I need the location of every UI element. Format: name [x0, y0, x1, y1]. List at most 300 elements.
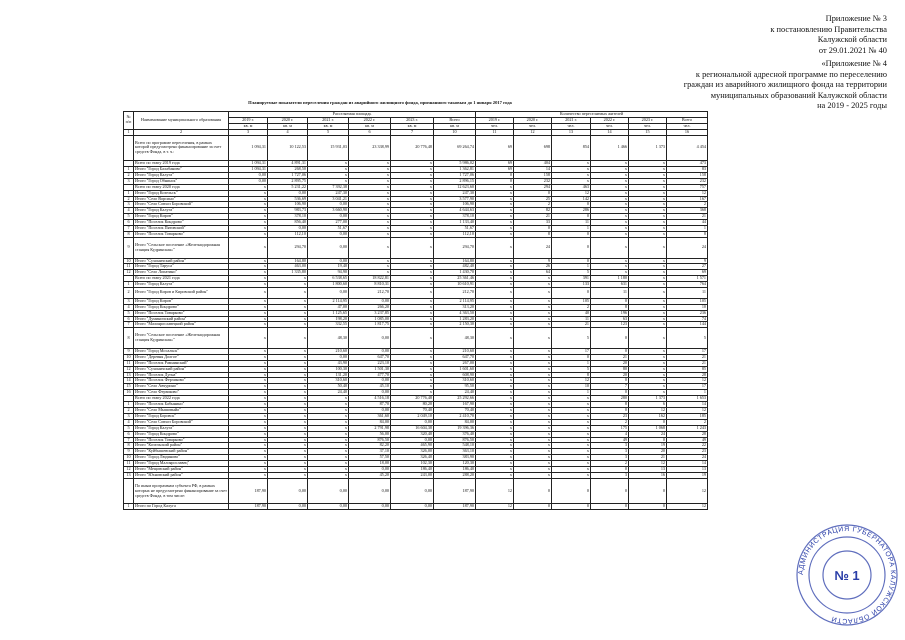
row-value: 1 — [552, 226, 591, 232]
row-value: 1 125,65 — [308, 310, 349, 316]
row-value: x — [629, 190, 667, 196]
row-value: 1 — [667, 390, 708, 396]
row-value: x — [591, 202, 629, 208]
row-value: x — [268, 328, 308, 349]
row-value: 8 — [552, 372, 591, 378]
row-value: x — [476, 425, 514, 431]
row-number: 1 — [124, 282, 134, 288]
row-value: 21 — [629, 455, 667, 461]
row-name: Всего по этапу 2021 года — [134, 276, 229, 282]
row-value: x — [229, 282, 268, 288]
row-value: x — [514, 328, 552, 349]
row-value: x — [349, 172, 391, 178]
row-value: 175 — [591, 425, 629, 431]
row-name: Всего по этапу 2019 года — [134, 161, 229, 167]
row-value: 84,00 — [434, 419, 476, 425]
row-value: 536,69 — [268, 196, 308, 202]
row-value: x — [591, 270, 629, 276]
header-unit: кв. м — [229, 123, 268, 129]
row-value: 463 — [552, 184, 591, 190]
row-value: x — [229, 378, 268, 384]
row-value: 0,00 — [349, 390, 391, 396]
row-value: x — [629, 354, 667, 360]
row-value: x — [391, 298, 434, 304]
row-value: x — [514, 461, 552, 467]
row-value: 223,10 — [349, 360, 391, 366]
header-name: Наименование муниципального образования — [134, 112, 229, 130]
table-row — [124, 328, 708, 349]
row-value: 1 571 — [667, 276, 708, 282]
row-value: x — [476, 437, 514, 443]
row-value: x — [514, 449, 552, 455]
row-value: 368 — [667, 208, 708, 214]
row-value: 2 410,70 — [434, 413, 476, 419]
row-value: 80 — [591, 366, 629, 372]
row-value: 0,00 — [349, 504, 391, 510]
row-number: 5 — [124, 214, 134, 220]
row-value: x — [268, 449, 308, 455]
row-value: x — [308, 425, 349, 431]
row-value: 12 623,60 — [434, 184, 476, 190]
row-value: x — [391, 366, 434, 372]
row-value: 28 — [667, 372, 708, 378]
row-value: 24 — [667, 455, 708, 461]
row-value: 16 604,38 — [391, 425, 434, 431]
row-value: x — [391, 214, 434, 220]
header-no: № п/п — [124, 112, 134, 130]
row-number: 4 — [124, 208, 134, 214]
row-value: x — [308, 449, 349, 455]
header-year: 2022 г. — [591, 117, 629, 123]
row-value: x — [268, 366, 308, 372]
row-value: 1 501,30 — [349, 366, 391, 372]
row-number: 8 — [124, 232, 134, 238]
row-value: x — [391, 276, 434, 282]
row-value: x — [629, 372, 667, 378]
row-name: Итого "Малоярославецкий район" — [134, 322, 229, 328]
row-value: x — [591, 184, 629, 190]
row-value: x — [552, 443, 591, 449]
row-value: 106,90 — [434, 202, 476, 208]
row-value: 69 — [476, 161, 514, 167]
row-value: x — [514, 378, 552, 384]
row-value: 0 — [629, 419, 667, 425]
row-value: x — [308, 167, 349, 173]
row-value: 1 133,40 — [434, 220, 476, 226]
header-year: 2019 г. — [229, 117, 268, 123]
row-value: 158 — [514, 172, 552, 178]
row-number: 4 — [124, 419, 134, 425]
row-value: x — [476, 232, 514, 238]
row-value: 1 — [552, 264, 591, 270]
row-value: x — [308, 443, 349, 449]
row-value: 0 — [552, 478, 591, 504]
row-value: x — [591, 258, 629, 264]
row-value: 48,30 — [434, 328, 476, 349]
row-value: 210,60 — [434, 348, 476, 354]
row-value: 51,67 — [308, 226, 349, 232]
row-value: x — [552, 172, 591, 178]
row-value: 186,40 — [391, 467, 434, 473]
row-value: 2 791,98 — [349, 425, 391, 431]
row-value: 13 — [667, 467, 708, 473]
row-value: 186,40 — [434, 467, 476, 473]
row-value: x — [229, 270, 268, 276]
row-value: x — [476, 270, 514, 276]
column-number: 3 — [229, 129, 268, 135]
row-value: 0,00 — [229, 172, 268, 178]
row-value: x — [308, 472, 349, 478]
row-value: x — [552, 455, 591, 461]
row-value: 167 — [667, 196, 708, 202]
row-value: x — [268, 304, 308, 310]
row-number: 2 — [124, 288, 134, 299]
row-value: 0 — [552, 214, 591, 220]
row-value: 0 — [552, 504, 591, 510]
row-value: 0 — [514, 190, 552, 196]
row-value: 133 — [552, 282, 591, 288]
row-name: Итого "Город Таруса" — [134, 264, 229, 270]
header-unit: чел. — [552, 123, 591, 129]
row-name: Итого "Поселок Товарково" — [134, 232, 229, 238]
row-value: 2 150,30 — [434, 322, 476, 328]
row-value: x — [391, 258, 434, 264]
row-number: 8 — [124, 443, 134, 449]
row-value: x — [514, 354, 552, 360]
row-value: 0 — [591, 378, 629, 384]
header-unit: чел. — [629, 123, 667, 129]
row-value: 477,70 — [349, 372, 391, 378]
row-value: x — [391, 304, 434, 310]
row-value: 0,00 — [268, 190, 308, 196]
row-value: 9 — [667, 258, 708, 264]
row-name: Итого "Сельское поселение «Железнодорожная станция Кудринская»" — [134, 328, 229, 349]
row-value: 102,30 — [391, 461, 434, 467]
row-number — [124, 478, 134, 504]
row-value: x — [476, 310, 514, 316]
row-value: 23 338,99 — [349, 135, 391, 161]
seal-stamp — [792, 520, 902, 630]
row-value: 24,40 — [434, 390, 476, 396]
row-value: x — [476, 322, 514, 328]
row-value: x — [514, 390, 552, 396]
row-value: x — [268, 425, 308, 431]
row-value: 5 — [552, 328, 591, 349]
header-line: к постановлению Правительства — [770, 24, 887, 34]
row-name: Итого "Сухиничский район" — [134, 258, 229, 264]
row-value: 320,40 — [391, 431, 434, 437]
row-value: 0 — [476, 172, 514, 178]
row-value: 0,00 — [391, 419, 434, 425]
row-value: 294,70 — [434, 237, 476, 258]
row-value: 854 — [552, 135, 591, 161]
row-value: 210,60 — [308, 348, 349, 354]
row-value: x — [629, 196, 667, 202]
row-number: 11 — [124, 461, 134, 467]
row-value: 465,90 — [391, 443, 434, 449]
row-value: x — [629, 310, 667, 316]
row-value: x — [476, 443, 514, 449]
row-value: x — [629, 220, 667, 226]
row-value: x — [229, 310, 268, 316]
row-value: 24,40 — [308, 390, 349, 396]
row-number: 16 — [124, 390, 134, 396]
row-value: 856,40 — [268, 220, 308, 226]
row-value: x — [229, 190, 268, 196]
column-number: 7 — [391, 129, 434, 135]
row-value: 49 — [667, 437, 708, 443]
row-value: 0,00 — [308, 258, 349, 264]
row-value: x — [308, 437, 349, 443]
row-value: 19 — [667, 472, 708, 478]
row-value: x — [229, 354, 268, 360]
row-value: x — [476, 184, 514, 190]
row-value: 326,00 — [391, 449, 434, 455]
row-name: Итого "Думиничский район" — [134, 316, 229, 322]
row-name: Итого "Поселок Товарково" — [134, 437, 229, 443]
row-value: 18,00 — [349, 461, 391, 467]
row-value: x — [229, 443, 268, 449]
row-value: 19,40 — [308, 264, 349, 270]
row-value: 608,90 — [434, 372, 476, 378]
row-value: 23 — [667, 449, 708, 455]
row-value: 5 — [667, 328, 708, 349]
row-value: 1 094,31 — [229, 161, 268, 167]
row-value: x — [591, 167, 629, 173]
row-value: x — [349, 264, 391, 270]
row-value: 14 — [667, 461, 708, 467]
row-value: 0 — [591, 390, 629, 396]
row-value: x — [514, 360, 552, 366]
row-value: 361,60 — [349, 413, 391, 419]
row-value: 0 — [514, 478, 552, 504]
row-value: x — [391, 282, 434, 288]
row-name: Итого "Город Обнинск" — [134, 178, 229, 184]
row-number: 15 — [124, 384, 134, 390]
row-value: x — [514, 431, 552, 437]
row-value: 19 396,36 — [434, 425, 476, 431]
row-value: 1 094,31 — [229, 167, 268, 173]
row-value: 378,10 — [268, 214, 308, 220]
row-value: 757 — [667, 184, 708, 190]
table-row — [124, 288, 708, 299]
row-value: x — [229, 226, 268, 232]
row-value: 4 — [591, 431, 629, 437]
row-value: x — [629, 208, 667, 214]
row-value: 158 — [667, 172, 708, 178]
row-number: 1 — [124, 167, 134, 173]
row-value: x — [629, 214, 667, 220]
row-value: x — [391, 264, 434, 270]
header-sub — [684, 59, 887, 112]
row-value: 45,10 — [349, 384, 391, 390]
row-value: 0,00 — [349, 328, 391, 349]
row-value: x — [268, 288, 308, 299]
header-line: «Приложение № 4 — [821, 59, 887, 68]
table-title: Планируемые показатели переселения граждан из аварийного жилищного фонда, признанного таковым до 1 января 2017 года — [248, 100, 512, 105]
row-number: 12 — [124, 270, 134, 276]
row-value: 21 — [552, 322, 591, 328]
row-value: 187,90 — [434, 504, 476, 510]
row-value: 57,50 — [349, 455, 391, 461]
row-number: 10 — [124, 455, 134, 461]
row-value: x — [591, 196, 629, 202]
row-value: x — [229, 328, 268, 349]
row-value: 876,50 — [349, 437, 391, 443]
row-value: 10 610,91 — [434, 282, 476, 288]
row-value: x — [229, 455, 268, 461]
row-value: x — [391, 384, 434, 390]
row-value: 548,10 — [434, 443, 476, 449]
row-value: 0 — [591, 478, 629, 504]
row-value: 376,40 — [434, 431, 476, 437]
row-value: x — [391, 354, 434, 360]
row-value: 286 — [552, 208, 591, 214]
row-value: x — [349, 190, 391, 196]
header-unit: чел. — [514, 123, 552, 129]
row-value: x — [229, 396, 268, 402]
row-value: x — [268, 282, 308, 288]
row-value: x — [268, 360, 308, 366]
row-value: x — [591, 226, 629, 232]
row-value: 2 114,95 — [434, 298, 476, 304]
row-value: x — [514, 322, 552, 328]
row-value: x — [349, 220, 391, 226]
row-number: 12 — [124, 366, 134, 372]
row-value: x — [591, 172, 629, 178]
column-number: 10 — [434, 129, 476, 135]
row-value: 6 538,65 — [308, 276, 349, 282]
row-value: 2 — [591, 419, 629, 425]
row-number: 10 — [124, 354, 134, 360]
row-value: x — [514, 467, 552, 473]
row-value: x — [229, 384, 268, 390]
column-number: 6 — [349, 129, 391, 135]
row-value: x — [349, 196, 391, 202]
row-value: x — [552, 425, 591, 431]
row-value: 277,00 — [308, 220, 349, 226]
row-value: x — [629, 167, 667, 173]
row-value: x — [349, 161, 391, 167]
row-value: 7 — [591, 384, 629, 390]
row-value: 1 653 — [667, 396, 708, 402]
row-value: 10 122,53 — [268, 135, 308, 161]
row-value: 12 — [629, 461, 667, 467]
row-value: 8 810,31 — [349, 282, 391, 288]
row-value: 266,20 — [349, 304, 391, 310]
row-value: x — [391, 226, 434, 232]
row-value: 2 049,10 — [391, 413, 434, 419]
row-value: 0 — [629, 437, 667, 443]
row-value: x — [514, 472, 552, 478]
row-value: 18 822,81 — [349, 276, 391, 282]
row-name: Итого "Город Калуга" — [134, 172, 229, 178]
row-value: 69 — [476, 135, 514, 161]
row-value: x — [391, 237, 434, 258]
row-value: x — [552, 449, 591, 455]
row-value: 24 — [667, 237, 708, 258]
row-value: 1 373 — [629, 135, 667, 161]
row-value: x — [308, 461, 349, 467]
row-value: x — [391, 348, 434, 354]
row-value: x — [391, 316, 434, 322]
row-number: 9 — [124, 348, 134, 354]
row-value: x — [514, 372, 552, 378]
row-value: 51,67 — [434, 226, 476, 232]
row-value: 983,73 — [268, 208, 308, 214]
row-value: 0 — [552, 288, 591, 299]
row-value: 247,30 — [308, 190, 349, 196]
row-value: 0,00 — [308, 214, 349, 220]
row-name: Итого "Деревня Долгое" — [134, 354, 229, 360]
row-value: 12 — [667, 408, 708, 414]
row-value: 647,70 — [434, 354, 476, 360]
row-value: 1 094,31 — [229, 135, 268, 161]
row-value: x — [514, 419, 552, 425]
row-name: Итого "Куйбышевский район" — [134, 449, 229, 455]
row-value: 4 363,50 — [434, 310, 476, 316]
row-value: x — [268, 431, 308, 437]
row-value: 383,90 — [434, 455, 476, 461]
row-value: x — [229, 264, 268, 270]
row-value: 0,00 — [349, 408, 391, 414]
row-value: x — [476, 258, 514, 264]
row-value: 142 — [552, 196, 591, 202]
row-value: 21 — [667, 360, 708, 366]
row-value: 11 — [552, 220, 591, 226]
row-name: Итого "Село Ворсино" — [134, 196, 229, 202]
row-value: 310,60 — [308, 378, 349, 384]
row-value: 232 — [667, 178, 708, 184]
row-value: x — [229, 413, 268, 419]
row-value: x — [391, 390, 434, 396]
row-value: 3 — [591, 455, 629, 461]
row-number: 7 — [124, 226, 134, 232]
row-value: 8 — [591, 304, 629, 310]
row-value: x — [229, 372, 268, 378]
row-value: 49 — [591, 437, 629, 443]
row-value: x — [391, 190, 434, 196]
row-value: 0 — [591, 298, 629, 304]
row-value: x — [391, 161, 434, 167]
row-name: Итого "Город Боровск" — [134, 413, 229, 419]
row-value: x — [229, 437, 268, 443]
row-value: x — [229, 425, 268, 431]
row-value: x — [476, 419, 514, 425]
row-value: 50,40 — [308, 384, 349, 390]
row-value: x — [591, 208, 629, 214]
row-value: x — [629, 348, 667, 354]
row-value: x — [229, 467, 268, 473]
row-number — [124, 135, 134, 161]
row-value: x — [391, 288, 434, 299]
row-value: 45,20 — [349, 472, 391, 478]
row-value: x — [552, 467, 591, 473]
row-value: 326,40 — [391, 455, 434, 461]
row-value: 11 — [591, 288, 629, 299]
row-value: 0 — [514, 226, 552, 232]
row-value: x — [229, 348, 268, 354]
row-value: 9 — [514, 258, 552, 264]
row-value: x — [349, 184, 391, 190]
row-value: 1 800,60 — [308, 282, 349, 288]
row-number: 3 — [124, 178, 134, 184]
row-name: Итого "Поселок Ферзиково" — [134, 378, 229, 384]
row-value: 0 — [552, 237, 591, 258]
row-value: 12 — [476, 504, 514, 510]
row-name: Всего по этапу 2022 года — [134, 396, 229, 402]
row-value: 23 — [591, 413, 629, 419]
